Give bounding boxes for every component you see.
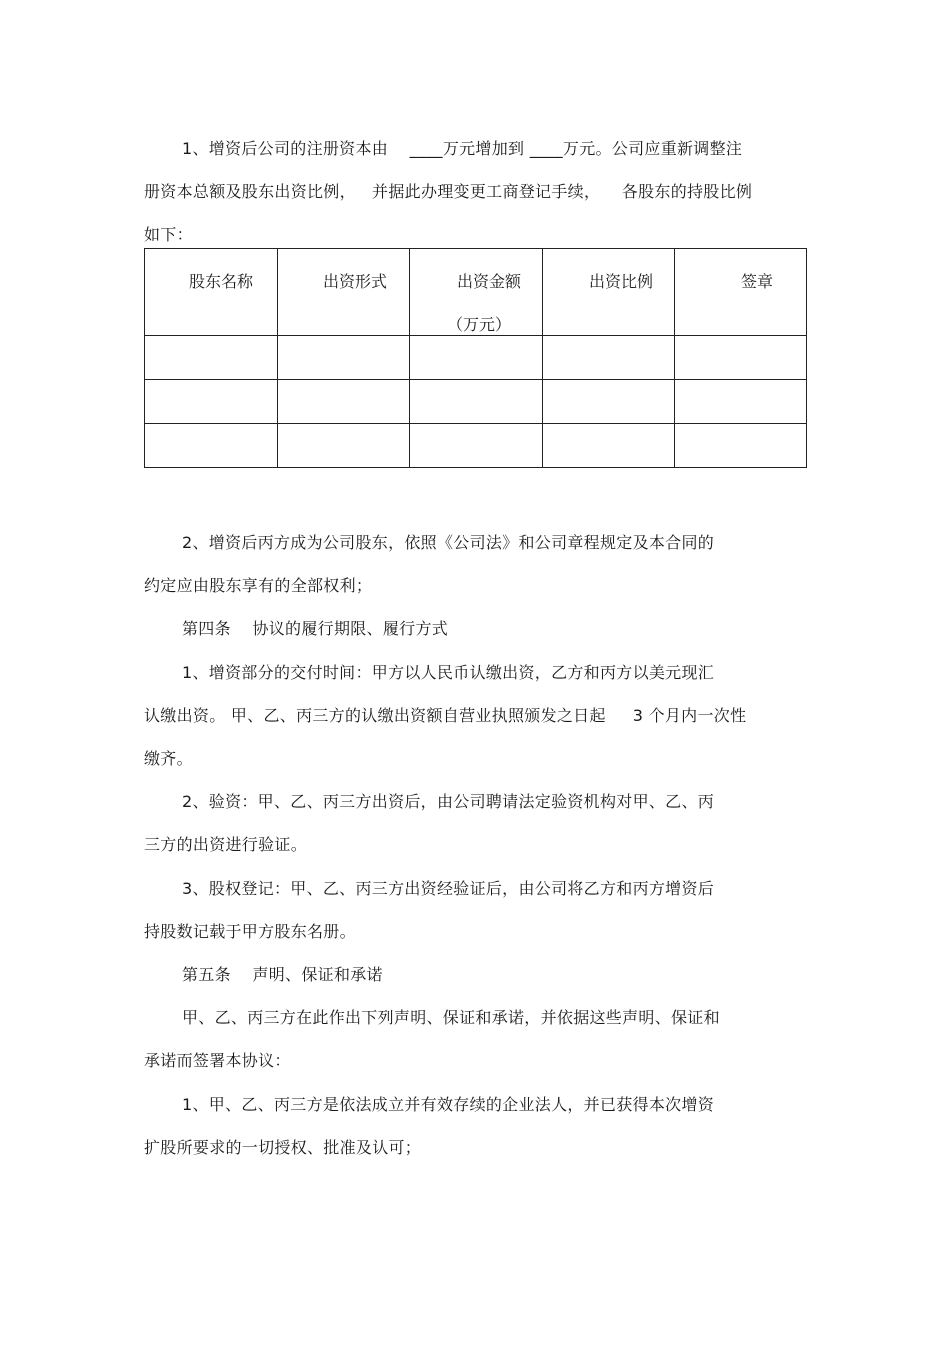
header-cell-seal <box>675 249 807 336</box>
table-cell <box>410 336 543 380</box>
table-row <box>145 336 807 380</box>
table-cell <box>543 336 675 380</box>
equity-registration-line-2: 持股数记载于甲方股东名册。 <box>144 922 356 941</box>
header-contribution-ratio: 出资比例 <box>589 272 654 291</box>
equity-registration-line-1: 3、股权登记：甲、乙、丙三方出资经验证后，由公司将乙方和丙方增资后 <box>182 879 715 898</box>
article-5-heading: 第五条 声明、保证和承诺 <box>182 965 383 984</box>
declaration-intro-line-2: 承诺而签署本协议： <box>144 1051 291 1070</box>
clause-2-line-1: 2、增资后丙方成为公司股东，依照《公司法》和公司章程规定及本合同的 <box>182 533 715 552</box>
table-row <box>145 380 807 424</box>
declaration-intro-line-1: 甲、乙、丙三方在此作出下列声明、保证和承诺，并依据这些声明、保证和 <box>182 1008 720 1027</box>
header-cell-ratio <box>543 249 675 336</box>
table-cell <box>675 380 807 424</box>
table-cell <box>410 424 543 468</box>
header-contribution-form: 出资形式 <box>323 272 388 291</box>
shareholder-table <box>144 248 807 468</box>
table-cell <box>278 336 410 380</box>
header-cell-amount <box>410 249 543 336</box>
table-header-row <box>145 249 807 336</box>
table-cell <box>410 380 543 424</box>
header-cell-form <box>278 249 410 336</box>
clause-1-line-3: 如下： <box>144 225 193 244</box>
table-cell <box>145 424 278 468</box>
header-contribution-amount: 出资金额 <box>457 272 522 291</box>
article-4-heading: 第四条 协议的履行期限、履行方式 <box>182 619 449 638</box>
header-cell-name <box>145 249 278 336</box>
declaration-1-line-2: 扩股所要求的一切授权、批准及认可； <box>144 1138 422 1157</box>
table-cell <box>278 380 410 424</box>
capital-verification-line-2: 三方的出资进行验证。 <box>144 835 308 854</box>
table-cell <box>278 424 410 468</box>
capital-verification-line-1: 2、验资：甲、乙、丙三方出资后，由公司聘请法定验资机构对甲、乙、丙 <box>182 792 715 811</box>
table-cell <box>543 380 675 424</box>
table-cell <box>675 424 807 468</box>
table-cell <box>675 336 807 380</box>
table-cell <box>543 424 675 468</box>
table-row <box>145 424 807 468</box>
table-cell <box>145 380 278 424</box>
clause-1-line-1: 1、增资后公司的注册资本由 ____万元增加到 ____万元。公司应重新调整注 <box>182 139 743 158</box>
declaration-1-line-1: 1、甲、乙、丙三方是依法成立并有效存续的企业法人，并已获得本次增资 <box>182 1095 715 1114</box>
header-shareholder-name: 股东名称 <box>189 272 254 291</box>
delivery-line-2: 认缴出资。 甲、乙、丙三方的认缴出资额自营业执照颁发之日起 3 个月内一次性 <box>144 706 747 725</box>
delivery-line-1: 1、增资部分的交付时间：甲方以人民币认缴出资，乙方和丙方以美元现汇 <box>182 663 715 682</box>
clause-2-line-2: 约定应由股东享有的全部权利； <box>144 576 373 595</box>
delivery-line-3: 缴齐。 <box>144 749 193 768</box>
clause-1-line-2: 册资本总额及股东出资比例， 并据此办理变更工商登记手续， 各股东的持股比例 <box>144 182 753 201</box>
header-amount-unit: （万元） <box>447 315 512 334</box>
table-cell <box>145 336 278 380</box>
header-seal: 签章 <box>741 272 774 291</box>
